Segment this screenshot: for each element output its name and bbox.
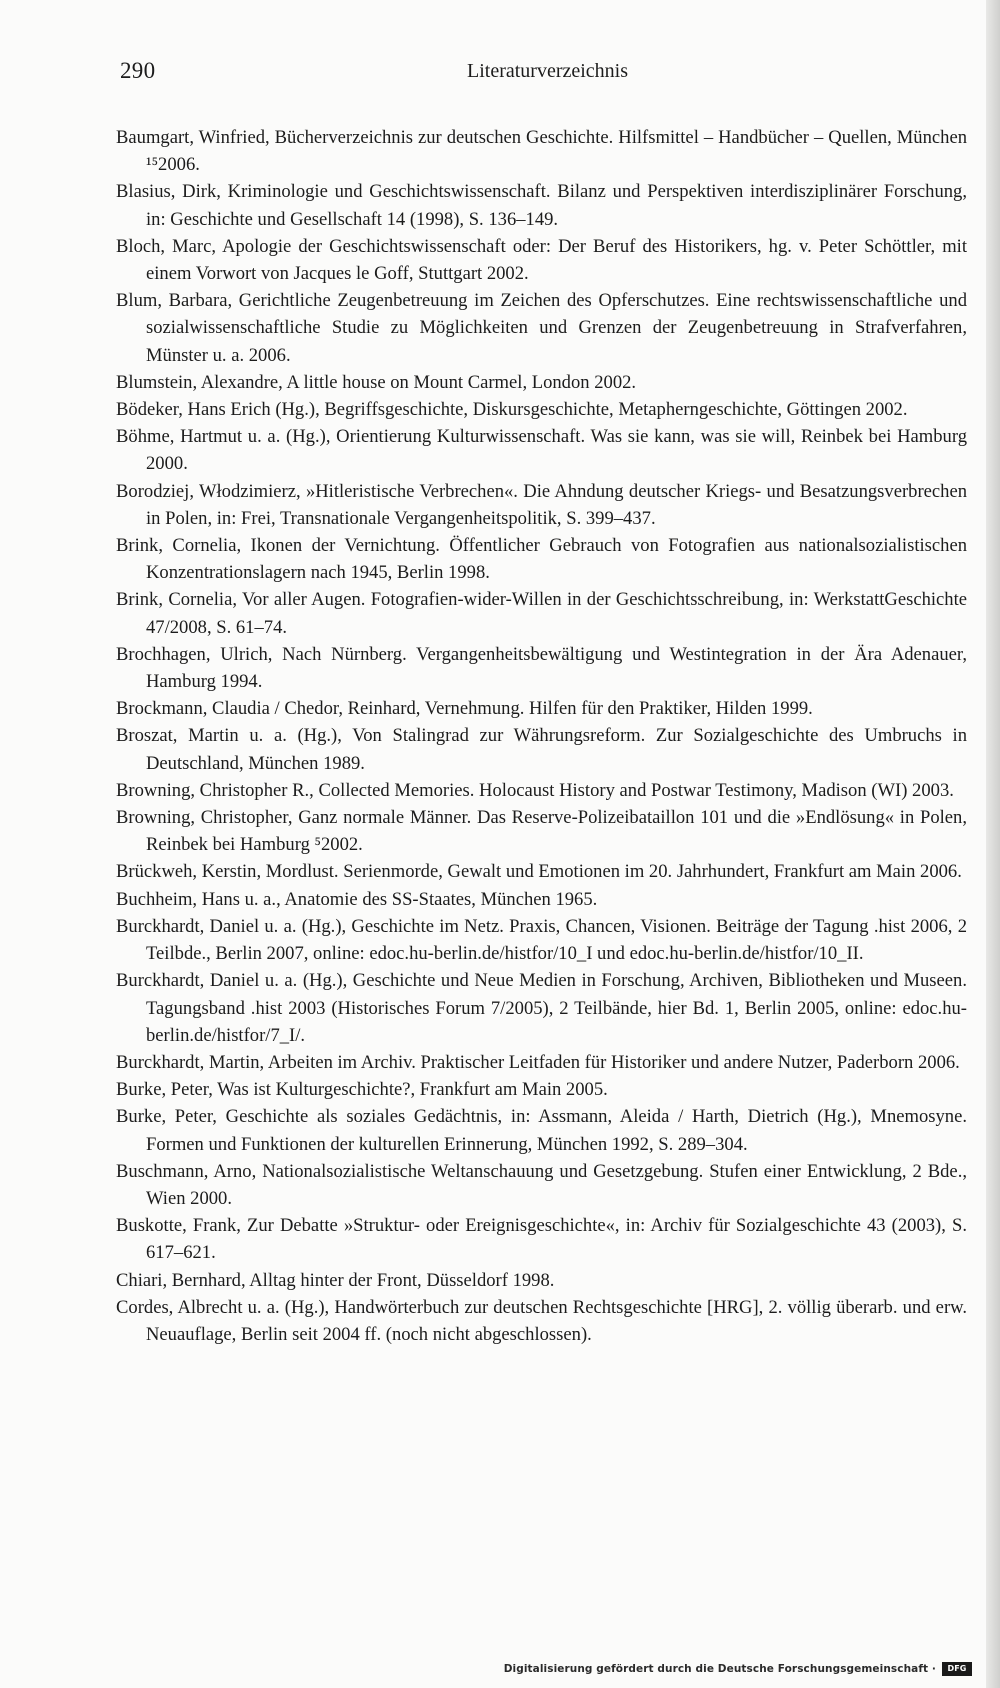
bibliography-entry: Brink, Cornelia, Ikonen der Vernichtung. Öffentlicher Gebrauch von Fotografien aus nationalsozialistischen Konzentrationslagern nach 1945, Berlin 1998.	[116, 535, 967, 584]
bibliography-entry: Burckhardt, Daniel u. a. (Hg.), Geschichte und Neue Medien in Forschung, Archiven, Bibliotheken und Museen. Tagungsband .hist 2003 (Historisches Forum 7/2005), 2 Teilbände, hier Bd. 1, Berlin 2005, online: edoc.hu-berlin.de/histfor/7_I/.	[116, 970, 967, 1046]
running-title: Literaturverzeichnis	[466, 60, 629, 82]
bibliography-entry: Chiari, Bernhard, Alltag hinter der Front, Düsseldorf 1998.	[116, 1269, 555, 1291]
page-number: 290	[120, 58, 156, 83]
bibliography-entry: Bloch, Marc, Apologie der Geschichtswissenschaft oder: Der Beruf des Historikers, hg. v. Peter Schöttler, mit einem Vorwort von Jacques le Goff, Stuttgart 2002.	[116, 235, 967, 285]
bibliography-entry: Blasius, Dirk, Kriminologie und Geschichtswissenschaft. Bilanz und Perspektiven interdisziplinärer Forschung, in: Geschichte und Gesellschaft 14 (1998), S. 136–149.	[116, 181, 967, 230]
bibliography-entry: Burke, Peter, Was ist Kulturgeschichte?, Frankfurt am Main 2005.	[116, 1079, 608, 1101]
footer-text: Digitalisierung gefördert durch die Deutsche Forschungsgemeinschaft ·	[503, 1663, 936, 1675]
bibliography-entry: Burckhardt, Daniel u. a. (Hg.), Geschichte im Netz. Praxis, Chancen, Visionen. Beiträge der Tagung .hist 2006, 2 Teilbde., Berlin 2007, online: edoc.hu-berlin.de/histfor/10_I und edoc.hu-berlin.de/histfor/10_II.	[116, 915, 967, 965]
bibliography-entry: Brochhagen, Ulrich, Nach Nürnberg. Vergangenheitsbewältigung und Westintegration in der Ära Adenauer, Hamburg 1994.	[116, 643, 967, 693]
page-header	[120, 58, 865, 88]
bibliography-entry: Browning, Christopher R., Collected Memories. Holocaust History and Postwar Testimony, Madison (WI) 2003.	[116, 779, 954, 801]
bibliography-entry: Baumgart, Winfried, Bücherverzeichnis zur deutschen Geschichte. Hilfsmittel – Handbücher – Quellen, München ¹⁵2006.	[116, 127, 967, 176]
bibliography-entry: Brückweh, Kerstin, Mordlust. Serienmorde, Gewalt und Emotionen im 20. Jahrhundert, Frankfurt am Main 2006.	[116, 861, 962, 883]
bibliography-entry: Bödeker, Hans Erich (Hg.), Begriffsgeschichte, Diskursgeschichte, Metapherngeschichte, Göttingen 2002.	[116, 399, 908, 421]
page-edge-shadow	[986, 0, 1000, 1688]
bibliography-entry: Brockmann, Claudia / Chedor, Reinhard, Vernehmung. Hilfen für den Praktiker, Hilden 1999.	[116, 698, 813, 720]
bibliography-entry: Browning, Christopher, Ganz normale Männer. Das Reserve-Polizeibataillon 101 und die »Endlösung« in Polen, Reinbek bei Hamburg ⁵2002.	[116, 807, 967, 856]
bibliography-entry: Blum, Barbara, Gerichtliche Zeugenbetreuung im Zeichen des Opferschutzes. Eine rechtswissenschaftliche und sozialwissenschaftliche Studie zu Möglichkeiten und Grenzen der Zeugenbetreuung in Strafverfahren, Münster u. a. 2006.	[116, 290, 967, 366]
bibliography-entry: Blumstein, Alexandre, A little house on Mount Carmel, London 2002.	[116, 371, 637, 393]
bibliography-entry: Böhme, Hartmut u. a. (Hg.), Orientierung Kulturwissenschaft. Was sie kann, was sie will, Reinbek bei Hamburg 2000.	[116, 426, 967, 475]
bibliography-list	[116, 124, 967, 1348]
bibliography-entry: Buskotte, Frank, Zur Debatte »Struktur- oder Ereignisgeschichte«, in: Archiv für Sozialgeschichte 43 (2003), S. 617–621.	[116, 1215, 967, 1264]
bibliography-entry: Burke, Peter, Geschichte als soziales Gedächtnis, in: Assmann, Aleida / Harth, Dietrich (Hg.), Mnemosyne. Formen und Funktionen der kulturellen Erinnerung, München 1992, S. 289–304.	[116, 1106, 967, 1155]
bibliography-entry: Buchheim, Hans u. a., Anatomie des SS-Staates, München 1965.	[116, 888, 598, 910]
bibliography-entry: Brink, Cornelia, Vor aller Augen. Fotografien-wider-Willen in der Geschichtsschreibung, in: WerkstattGeschichte 47/2008, S. 61–74.	[116, 589, 967, 638]
bibliography-entry: Borodziej, Włodzimierz, »Hitleristische Verbrechen«. Die Ahndung deutscher Kriegs- und Besatzungsverbrechen in Polen, in: Frei, Transnationale Vergangenheitspolitik, S. 399–437.	[116, 480, 967, 529]
bibliography-entry: Broszat, Martin u. a. (Hg.), Von Stalingrad zur Währungsreform. Zur Sozialgeschichte des Umbruchs in Deutschland, München 1989.	[116, 725, 967, 774]
digitization-footer	[504, 1662, 972, 1676]
dfg-logo: DFG	[942, 1662, 972, 1676]
bibliography-entry: Cordes, Albrecht u. a. (Hg.), Handwörterbuch zur deutschen Rechtsgeschichte [HRG], 2. völlig überarb. und erw. Neuauflage, Berlin seit 2004 ff. (noch nicht abgeschlossen).	[116, 1296, 967, 1345]
bibliography-entry: Buschmann, Arno, Nationalsozialistische Weltanschauung und Gesetzgebung. Stufen einer Entwicklung, 2 Bde., Wien 2000.	[116, 1160, 967, 1209]
bibliography-entry: Burckhardt, Martin, Arbeiten im Archiv. Praktischer Leitfaden für Historiker und andere Nutzer, Paderborn 2006.	[116, 1051, 960, 1073]
